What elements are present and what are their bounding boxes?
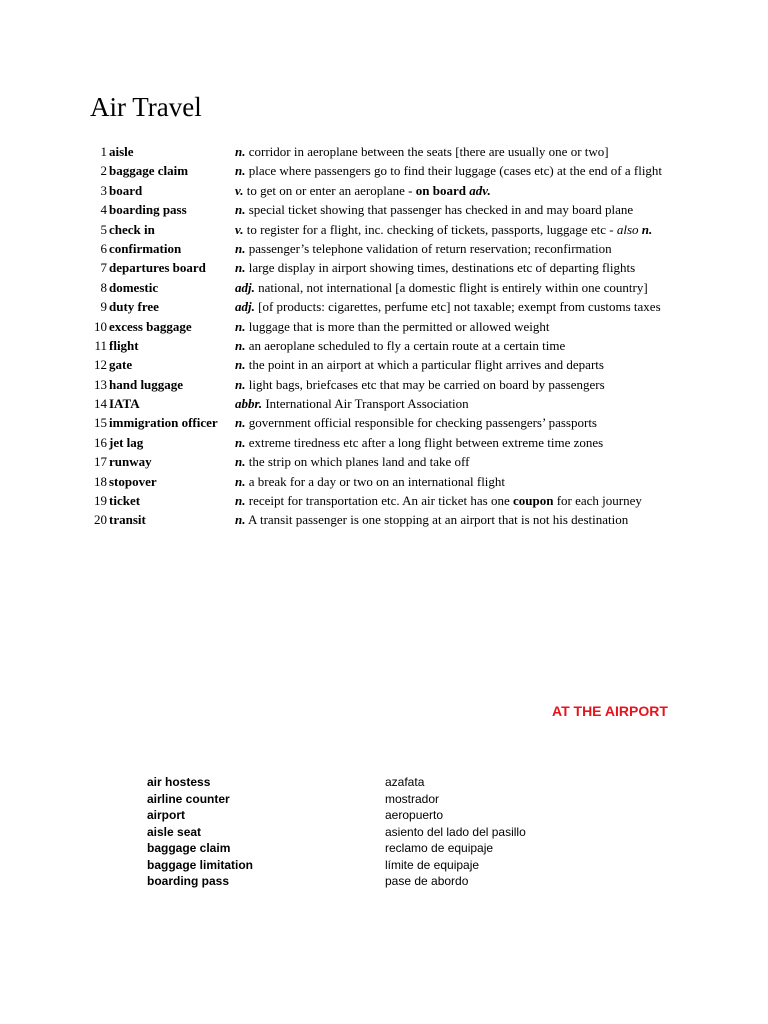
- entry-number: 4: [100, 202, 107, 218]
- glossary-entry: [90, 182, 690, 199]
- glossary-entry: [90, 414, 690, 431]
- entry-number: 9: [100, 299, 107, 315]
- entry-term: gate: [109, 357, 133, 373]
- glossary-entry: [90, 473, 690, 490]
- vocabulary-row: [147, 840, 526, 857]
- part-of-speech: n.: [235, 415, 246, 431]
- vocabulary-spanish: asiento del lado del pasillo: [385, 824, 526, 839]
- vocabulary-spanish: reclamo de equipaje: [385, 841, 494, 855]
- entry-definition: [235, 143, 675, 160]
- definition-text: A transit passenger is one stopping at an airport that is not his destination: [248, 512, 629, 528]
- entry-definition: [235, 453, 675, 470]
- definition-text: government official responsible for checking passengers’ passports: [248, 415, 597, 431]
- entry-definition: [235, 395, 675, 412]
- vocabulary-english: airport: [147, 808, 186, 822]
- vocabulary-english: air hostess: [147, 775, 211, 789]
- vocabulary-row: [147, 774, 526, 791]
- part-of-speech: abbr.: [235, 396, 263, 412]
- part-of-speech: n.: [235, 202, 246, 218]
- glossary-entry: [90, 221, 690, 238]
- entry-number: 20: [94, 512, 107, 528]
- vocabulary-english: airline counter: [147, 791, 230, 806]
- vocabulary-spanish: azafata: [385, 775, 425, 789]
- definition-text: a break for a day or two on an international flight: [248, 473, 506, 489]
- entry-term: flight: [109, 337, 139, 353]
- part-of-speech: n.: [235, 493, 246, 509]
- definition-text: an aeroplane scheduled to fly a certain route at a certain time: [248, 337, 566, 353]
- definition-text: receipt for transportation etc. An air ticket has one: [248, 493, 510, 509]
- vocabulary-english: aisle seat: [147, 824, 202, 839]
- entry-number: 16: [94, 434, 107, 450]
- part-of-speech: n.: [235, 434, 246, 450]
- glossary-entry: [90, 453, 690, 470]
- part-of-speech: adj.: [235, 299, 255, 315]
- entry-number: 1: [100, 144, 107, 159]
- vocabulary-row: [147, 807, 526, 824]
- vocabulary-spanish: mostrador: [385, 791, 440, 806]
- glossary-entry: [90, 434, 690, 451]
- definition-tail: for each journey: [556, 493, 642, 509]
- entry-number: 15: [94, 415, 107, 431]
- part-of-speech: adj.: [235, 279, 255, 295]
- entry-number: 7: [100, 260, 107, 276]
- glossary-entry: [90, 240, 690, 257]
- glossary-entry: [90, 492, 690, 509]
- definition-text: the point in an airport at which a particular flight arrives and departs: [248, 357, 604, 373]
- glossary-entry: [90, 511, 690, 528]
- part-of-speech: n.: [235, 163, 246, 179]
- entry-number: 6: [100, 240, 107, 256]
- definition-text: corridor in aeroplane between the seats [there are usually one or two]: [248, 144, 609, 159]
- entry-number: 5: [100, 221, 107, 237]
- definition-text: passenger’s telephone validation of return reservation; reconfirmation: [248, 240, 612, 256]
- entry-definition: [235, 434, 675, 451]
- entry-term: transit: [109, 512, 146, 528]
- vocabulary-row: [147, 873, 526, 890]
- entry-definition: [235, 356, 675, 373]
- definition-text: extreme tiredness etc after a long flight between extreme time zones: [248, 434, 604, 450]
- entry-number: 14: [94, 396, 107, 412]
- definition-text: large display in airport showing times, destinations etc of departing flights: [248, 260, 636, 276]
- entry-number: 12: [94, 357, 107, 373]
- glossary-entry: [90, 143, 690, 160]
- entry-term: boarding pass: [109, 202, 187, 218]
- vocabulary-row: [147, 824, 526, 841]
- entry-number: 2: [100, 163, 107, 179]
- vocabulary-spanish: límite de equipaje: [385, 857, 480, 872]
- entry-definition: [235, 511, 675, 528]
- section-title: AT THE AIRPORT: [552, 703, 668, 719]
- related-term: on board: [415, 182, 466, 198]
- entry-number: 8: [100, 279, 107, 295]
- glossary-entry: [90, 318, 690, 335]
- glossary-entry: [90, 337, 690, 354]
- glossary-entry: [90, 259, 690, 276]
- entry-definition: [235, 318, 675, 335]
- entry-term: duty free: [109, 299, 159, 315]
- related-part-of-speech: adv.: [469, 182, 491, 198]
- entry-definition: [235, 182, 675, 199]
- entry-term: domestic: [109, 279, 159, 295]
- part-of-speech: n.: [235, 144, 246, 159]
- entry-term: departures board: [109, 260, 206, 276]
- entry-number: 18: [94, 473, 107, 489]
- definition-text: the strip on which planes land and take off: [248, 454, 470, 470]
- entry-definition: [235, 259, 675, 276]
- vocabulary-row: [147, 791, 526, 808]
- definition-text: national, not international [a domestic flight is entirely within one country]: [258, 279, 648, 295]
- entry-definition: [235, 201, 675, 218]
- entry-definition: [235, 473, 675, 490]
- vocabulary-english: boarding pass: [147, 874, 230, 888]
- definition-text: special ticket showing that passenger has checked in and may board plane: [248, 202, 634, 218]
- entry-definition: [235, 414, 675, 431]
- entry-number: 19: [94, 493, 107, 509]
- part-of-speech: n.: [235, 337, 246, 353]
- vocabulary-english: baggage limitation: [147, 857, 254, 872]
- page-title: Air Travel: [90, 92, 202, 122]
- entry-term: IATA: [109, 396, 140, 412]
- glossary-entry: [90, 298, 690, 315]
- definition-text: to register for a flight, inc. checking of tickets, passports, luggage etc -: [246, 221, 614, 237]
- also-label: also: [616, 221, 639, 237]
- entry-term: check in: [109, 221, 155, 237]
- entry-definition: [235, 240, 675, 257]
- part-of-speech: n.: [235, 454, 246, 470]
- entry-definition: [235, 298, 675, 315]
- glossary-entry: [90, 356, 690, 373]
- entry-term: confirmation: [109, 240, 182, 256]
- glossary-entry: [90, 162, 690, 179]
- part-of-speech: n.: [235, 376, 246, 392]
- entry-term: board: [109, 182, 143, 198]
- definition-text: to get on or enter an aeroplane -: [246, 182, 413, 198]
- glossary-entry: [90, 376, 690, 393]
- entry-number: 3: [100, 182, 107, 198]
- related-term: coupon: [512, 493, 554, 509]
- vocabulary-english: baggage claim: [147, 841, 231, 855]
- part-of-speech: v.: [235, 221, 244, 237]
- entry-number: 11: [94, 337, 107, 353]
- also-part-of-speech: n.: [641, 221, 653, 237]
- entry-definition: [235, 337, 675, 354]
- entry-definition: [235, 221, 675, 238]
- part-of-speech: n.: [235, 260, 246, 276]
- vocabulary-list: [147, 774, 526, 890]
- vocabulary-row: [147, 857, 526, 874]
- glossary-entry: [90, 395, 690, 412]
- definition-text: International Air Transport Association: [265, 396, 469, 412]
- definition-text: light bags, briefcases etc that may be carried on board by passengers: [248, 376, 605, 392]
- part-of-speech: n.: [235, 473, 246, 489]
- entry-term: hand luggage: [109, 376, 184, 392]
- part-of-speech: n.: [235, 318, 246, 334]
- entry-term: runway: [109, 454, 152, 470]
- part-of-speech: n.: [235, 357, 246, 373]
- entry-term: immigration officer: [109, 415, 218, 431]
- part-of-speech: n.: [235, 512, 246, 528]
- vocabulary-spanish: aeropuerto: [385, 808, 444, 822]
- entry-number: 10: [94, 318, 107, 334]
- entry-number: 13: [94, 376, 107, 392]
- entry-term: aisle: [109, 144, 134, 159]
- entry-term: excess baggage: [109, 318, 192, 334]
- vocabulary-spanish: pase de abordo: [385, 874, 469, 888]
- entry-number: 17: [94, 454, 107, 470]
- entry-term: ticket: [109, 493, 141, 509]
- glossary-entry: [90, 279, 690, 296]
- entry-term: baggage claim: [109, 163, 189, 179]
- definition-text: [of products: cigarettes, perfume etc] not taxable; exempt from customs taxes: [258, 299, 661, 315]
- part-of-speech: n.: [235, 240, 246, 256]
- entry-definition: [235, 492, 675, 509]
- entry-term: jet lag: [109, 434, 144, 450]
- glossary-list: [90, 143, 690, 531]
- entry-definition: [235, 162, 675, 179]
- definition-text: place where passengers go to find their luggage (cases etc) at the end of a flight: [248, 163, 663, 179]
- entry-definition: [235, 279, 675, 296]
- part-of-speech: v.: [235, 182, 244, 198]
- entry-term: stopover: [109, 473, 157, 489]
- definition-text: luggage that is more than the permitted or allowed weight: [248, 318, 550, 334]
- glossary-entry: [90, 201, 690, 218]
- entry-definition: [235, 376, 675, 393]
